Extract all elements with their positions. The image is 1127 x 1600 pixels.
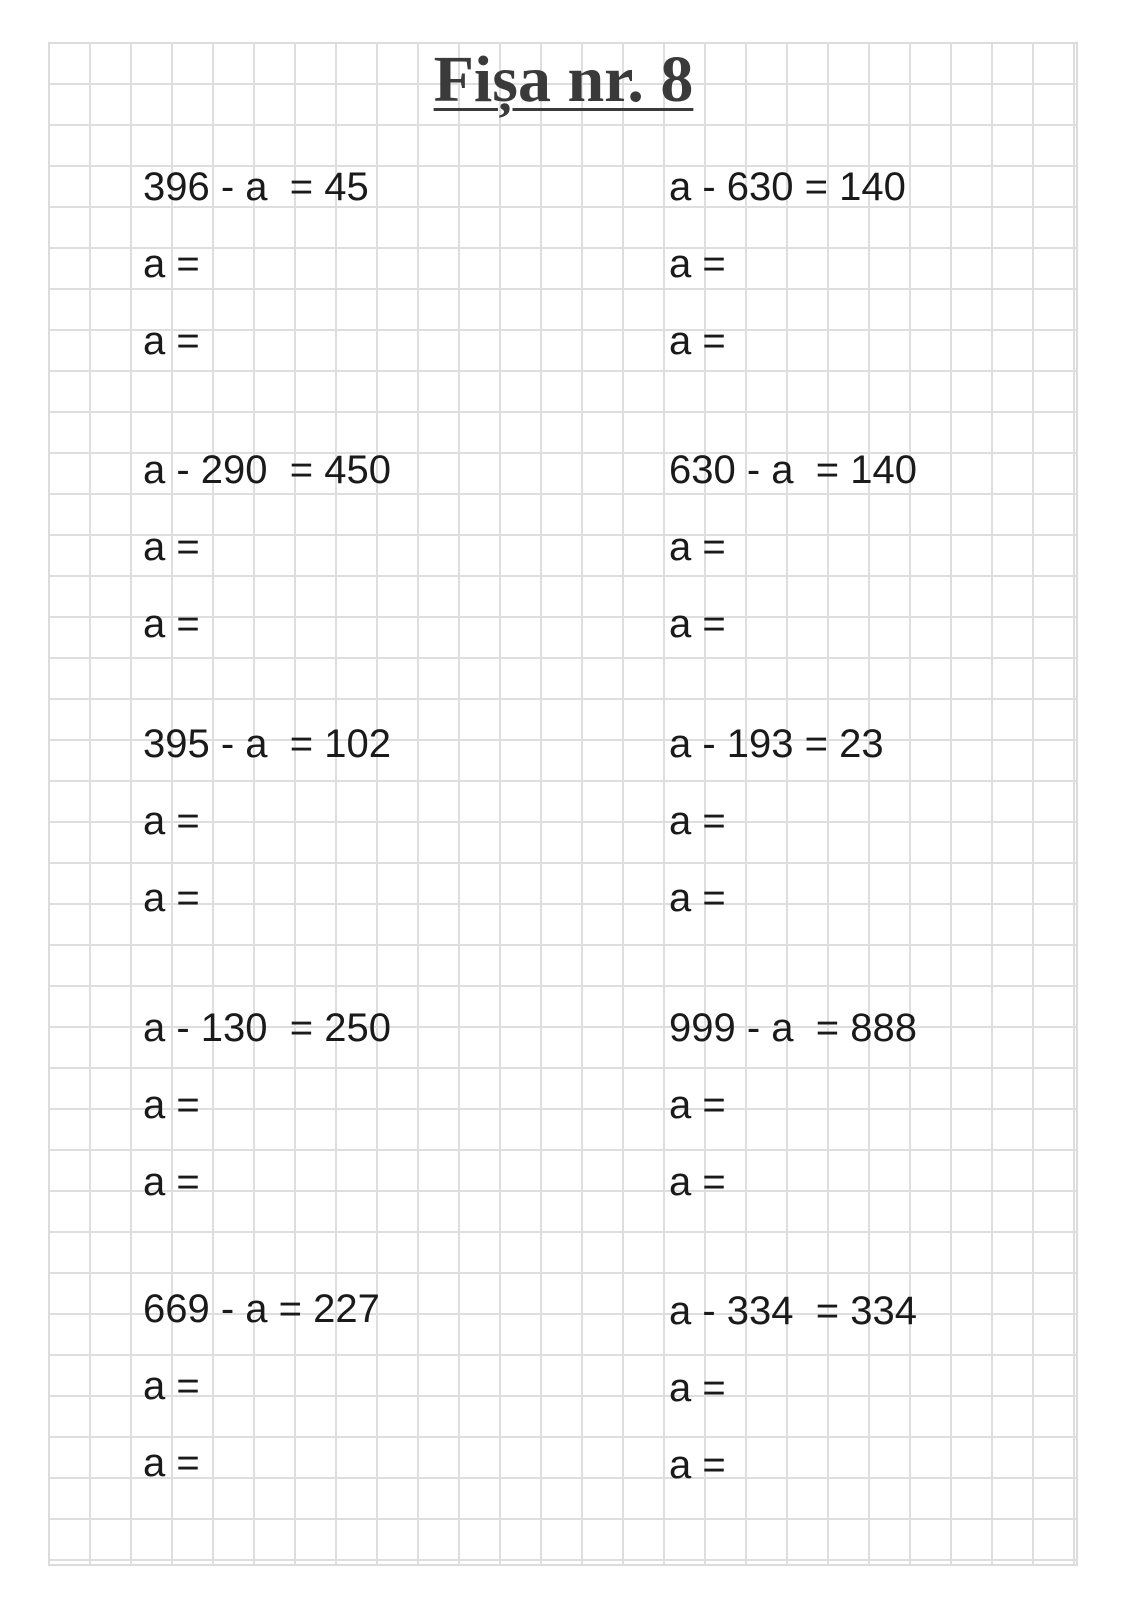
equation: 669 - a = 227 <box>143 1287 380 1331</box>
grid-paper <box>48 42 1078 1566</box>
answer-step-1: a = <box>669 1366 726 1410</box>
answer-step-1: a = <box>143 242 200 286</box>
equation: 395 - a = 102 <box>143 722 391 766</box>
answer-step-1: a = <box>143 525 200 569</box>
equation: a - 130 = 250 <box>143 1006 391 1050</box>
answer-step-2: a = <box>669 1443 726 1487</box>
answer-step-2: a = <box>143 1160 200 1204</box>
answer-step-1: a = <box>143 1083 200 1127</box>
answer-step-2: a = <box>669 876 726 920</box>
answer-step-2: a = <box>143 1441 200 1485</box>
answer-step-1: a = <box>669 242 726 286</box>
equation: a - 290 = 450 <box>143 448 391 492</box>
equation: 999 - a = 888 <box>669 1006 917 1050</box>
answer-step-1: a = <box>669 525 726 569</box>
answer-step-1: a = <box>669 1083 726 1127</box>
equation: a - 630 = 140 <box>669 165 906 209</box>
equation: 630 - a = 140 <box>669 448 917 492</box>
answer-step-2: a = <box>143 876 200 920</box>
page-title: Fișa nr. 8 <box>433 43 694 116</box>
equation: a - 334 = 334 <box>669 1289 917 1333</box>
answer-step-2: a = <box>669 1160 726 1204</box>
answer-step-2: a = <box>143 319 200 363</box>
answer-step-2: a = <box>143 602 200 646</box>
answer-step-2: a = <box>669 602 726 646</box>
equation: 396 - a = 45 <box>143 165 369 209</box>
answer-step-1: a = <box>669 799 726 843</box>
answer-step-1: a = <box>143 799 200 843</box>
answer-step-2: a = <box>669 319 726 363</box>
equation: a - 193 = 23 <box>669 722 884 766</box>
answer-step-1: a = <box>143 1364 200 1408</box>
